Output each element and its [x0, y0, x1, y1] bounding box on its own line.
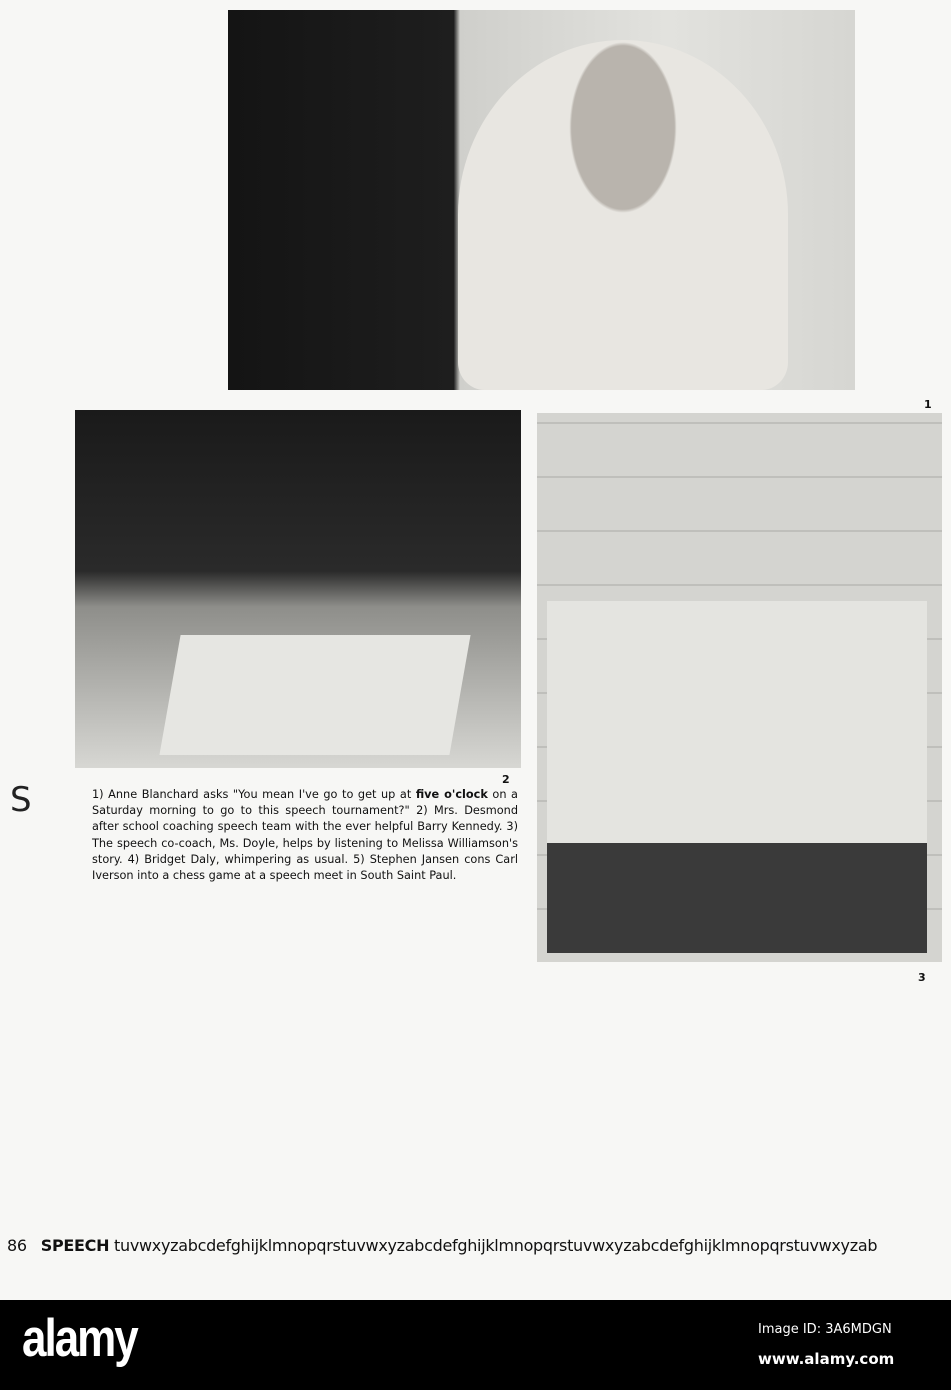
caption-text-rest: on a Saturday morning to go to this speech tournament?" 2) Mrs. Desmond after school coaching speech team with the ever helpful Barry Kennedy. 3) The speech co-coach, Ms. Doyle, helps by listening to Melissa Williamson's story. 4) Bridget Daly, whimpering as usual. 5) Stephen Jansen cons Carl Iverson into a chess game at a speech meet in South Saint Paul.	[92, 788, 518, 883]
alphabet-strip: tuvwxyzabcdefghijklmnopqrstuvwxyzabcdefghijklmnopqrstuvwxyzabcdefghijklmnopqrstuvwxyzab	[114, 1236, 878, 1255]
photo-2-classroom	[75, 410, 521, 768]
people-figure	[547, 513, 927, 953]
photo-3-coach	[537, 413, 942, 962]
section-dropcap: S	[10, 780, 32, 820]
image-id: Image ID: 3A6MDGN	[758, 1322, 892, 1337]
page-footer	[7, 1236, 877, 1255]
section-title: SPEECH	[40, 1236, 110, 1255]
page-number: 86	[7, 1236, 27, 1255]
desk	[159, 635, 470, 755]
caption-text: 1) Anne Blanchard asks "You mean I've go to get up at	[92, 788, 416, 801]
photo-number-1: 1	[924, 398, 932, 411]
alamy-logo: alamy	[22, 1309, 137, 1368]
photo-number-2: 2	[502, 773, 510, 786]
watermark-url: www.alamy.com	[758, 1350, 895, 1368]
photo-1-speaker	[228, 10, 855, 390]
photo-caption	[92, 787, 518, 884]
photo-number-3: 3	[918, 971, 926, 984]
watermark-band	[0, 1300, 951, 1390]
person-figure	[458, 40, 788, 390]
caption-bold: five o'clock	[415, 788, 488, 801]
